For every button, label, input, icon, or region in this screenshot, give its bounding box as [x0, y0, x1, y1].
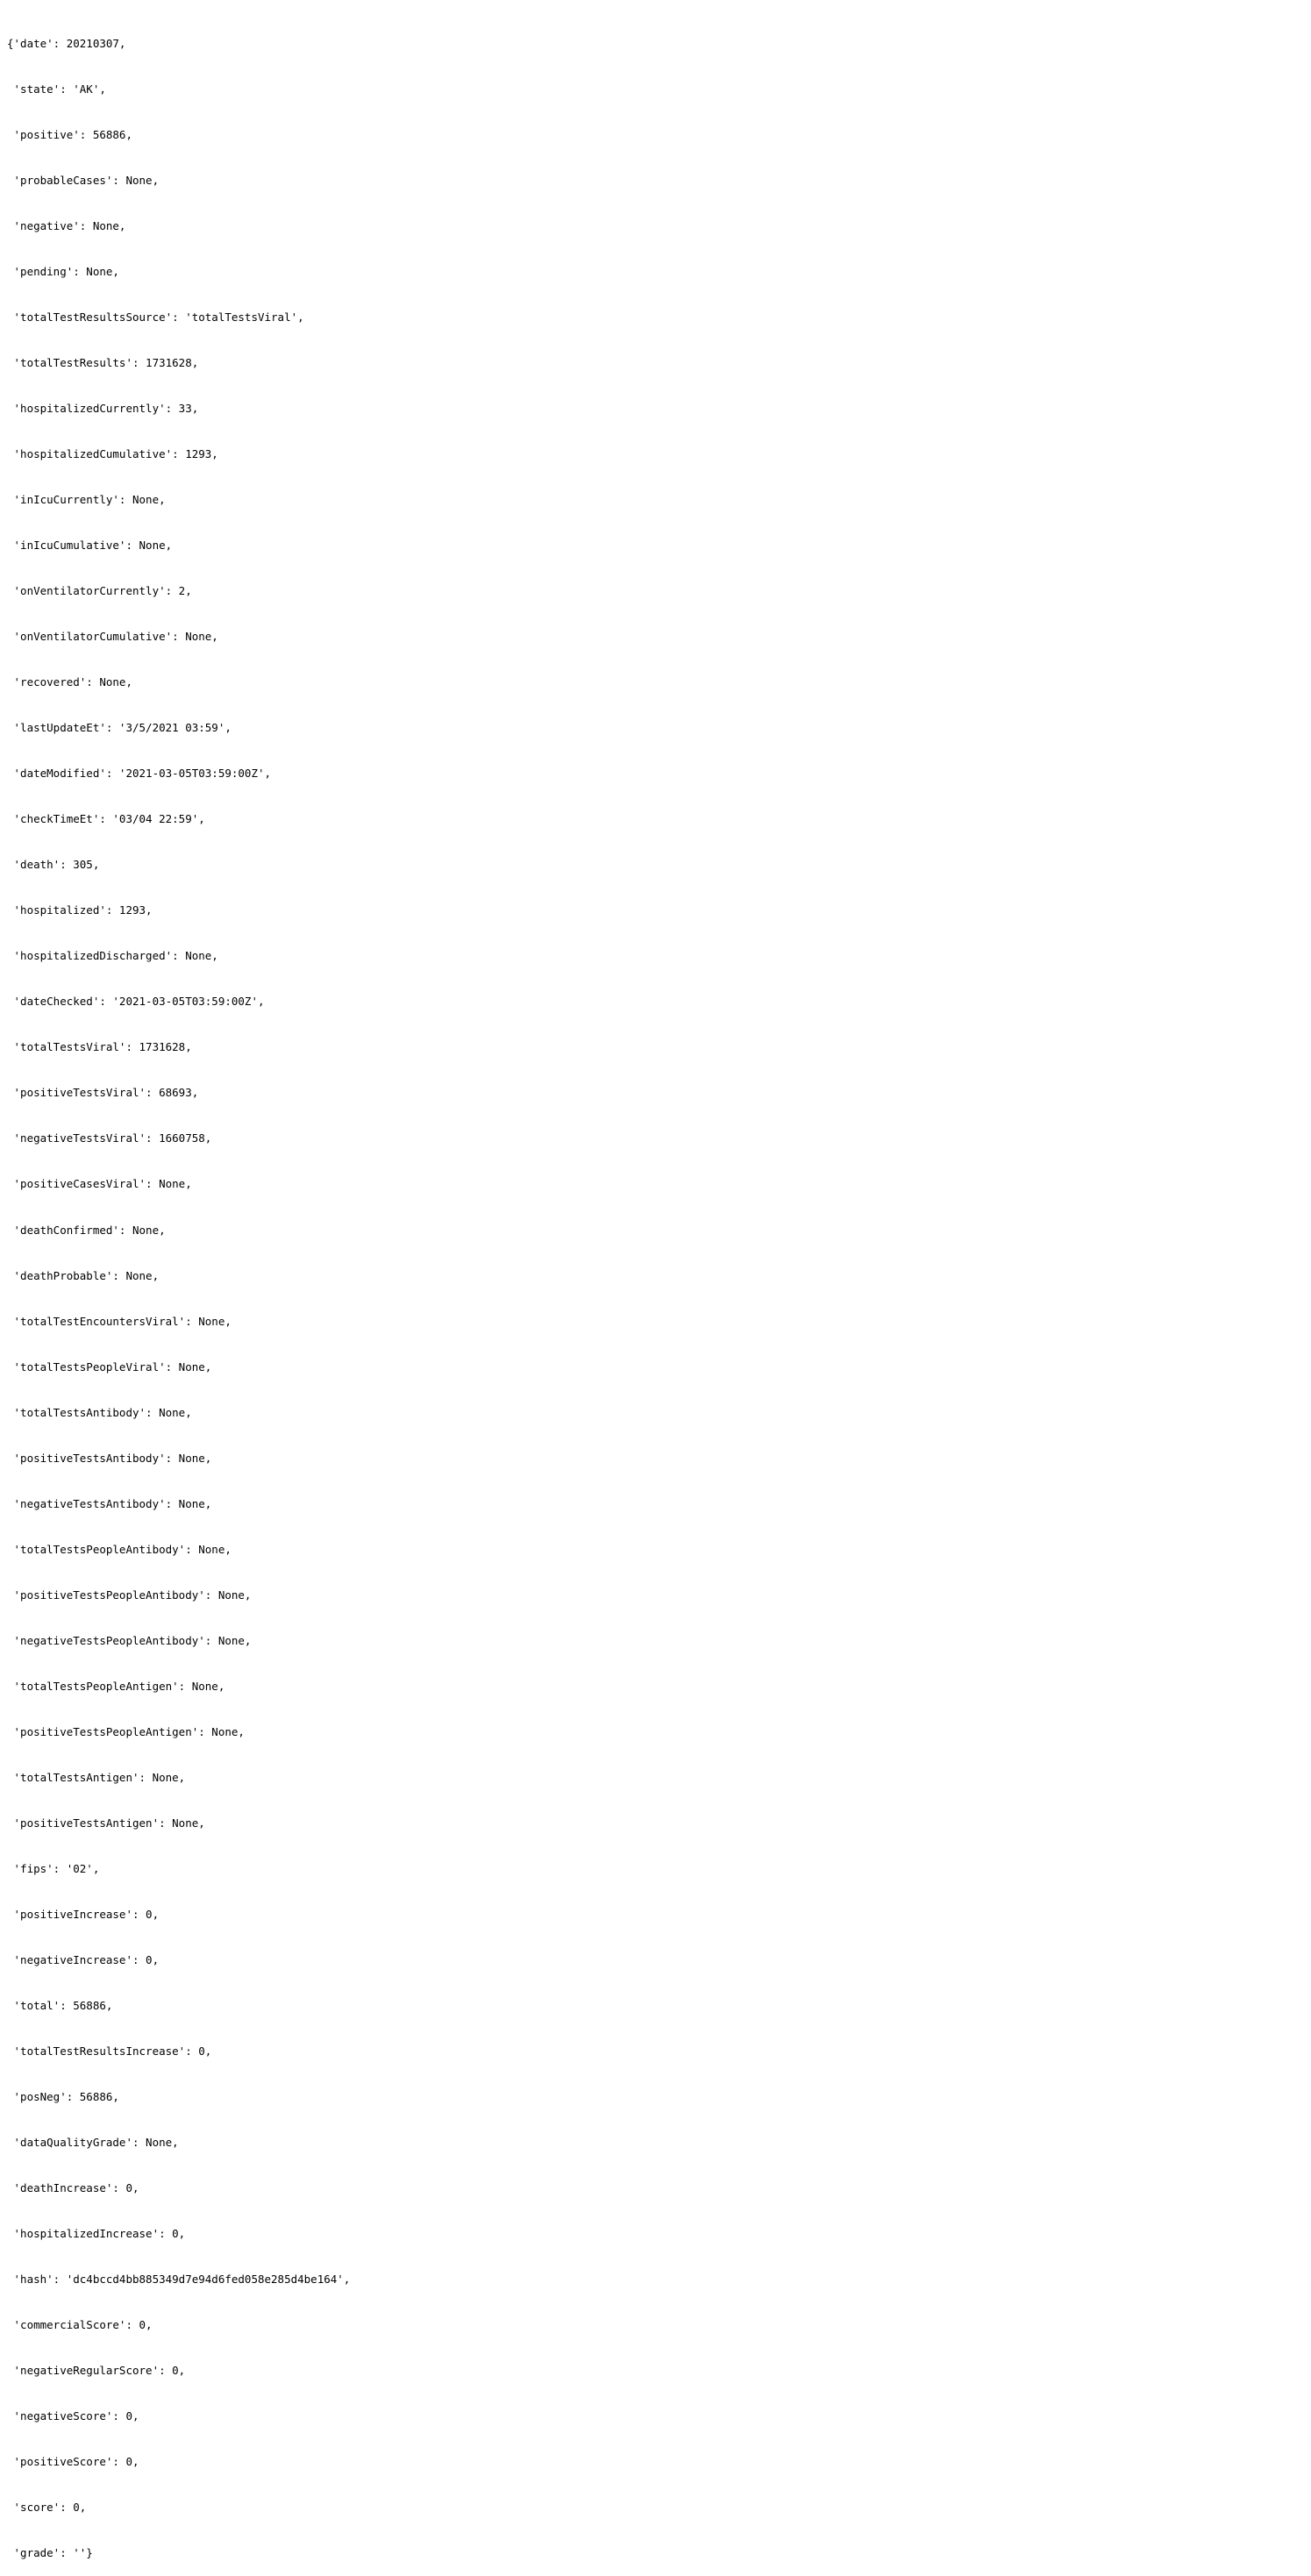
output-line: 'pending': None, — [7, 264, 119, 278]
output-line: 'recovered': None, — [7, 675, 132, 689]
output-line: 'hospitalizedCumulative': 1293, — [7, 446, 218, 460]
output-line: 'onVentilatorCurrently': 2, — [7, 584, 192, 598]
output-line: 'negativeTestsAntibody': None, — [7, 1496, 212, 1510]
output-line: 'positiveScore': 0, — [7, 2455, 139, 2469]
output-line: 'totalTestResultsSource': 'totalTestsViral', — [7, 310, 304, 324]
output-line: 'hospitalizedDischarged': None, — [7, 949, 218, 963]
output-line: 'totalTestResultsIncrease': 0, — [7, 2044, 212, 2059]
output-line: 'positiveTestsAntibody': None, — [7, 1451, 212, 1465]
output-line: 'probableCases': None, — [7, 173, 160, 187]
output-line: 'hospitalizedCurrently': 33, — [7, 401, 199, 415]
output-line: 'dateModified': '2021-03-05T03:59:00Z', — [7, 767, 272, 781]
output-line: 'negativeScore': 0, — [7, 2409, 139, 2423]
output-line: 'negativeRegularScore': 0, — [7, 2364, 186, 2378]
output-line: 'inIcuCumulative': None, — [7, 539, 173, 553]
output-line: 'negativeTestsViral': 1660758, — [7, 1131, 212, 1145]
output-line: 'positiveTestsAntigen': None, — [7, 1816, 205, 1830]
output-line: 'deathConfirmed': None, — [7, 1223, 166, 1237]
output-line: 'hospitalized': 1293, — [7, 903, 153, 917]
output-line: 'totalTestsAntibody': None, — [7, 1405, 192, 1419]
output-line: 'positive': 56886, — [7, 127, 132, 141]
output-line: 'totalTestsAntigen': None, — [7, 1770, 186, 1784]
output-line: 'hash': 'dc4bccd4bb885349d7e94d6fed058e285d4be164', — [7, 2273, 351, 2287]
output-line: 'totalTestsPeopleViral': None, — [7, 1359, 212, 1374]
output-line: 'posNeg': 56886, — [7, 2090, 119, 2104]
output-line: 'deathProbable': None, — [7, 1268, 160, 1282]
output-line: 'totalTestResults': 1731628, — [7, 355, 199, 369]
output-line: 'positiveTestsPeopleAntigen': None, — [7, 1724, 245, 1738]
output-line: 'state': 'AK', — [7, 82, 106, 96]
output-line: 'dataQualityGrade': None, — [7, 2136, 179, 2150]
output-line: 'positiveCasesViral': None, — [7, 1177, 192, 1191]
output-line: 'hospitalizedIncrease': 0, — [7, 2227, 186, 2241]
output-line: 'totalTestsPeopleAntigen': None, — [7, 1679, 225, 1693]
output-line: 'grade': ''} — [7, 2546, 93, 2560]
output-line: 'checkTimeEt': '03/04 22:59', — [7, 812, 205, 826]
output-line: {'date': 20210307, — [7, 36, 126, 50]
output-line: 'death': 305, — [7, 858, 100, 872]
output-line: 'positiveTestsViral': 68693, — [7, 1086, 199, 1100]
output-line: 'totalTestsPeopleAntibody': None, — [7, 1542, 232, 1556]
output-line: 'negative': None, — [7, 218, 126, 232]
output-line: 'positiveIncrease': 0, — [7, 1907, 160, 1921]
output-line: 'total': 56886, — [7, 1999, 113, 2013]
output-line: 'dateChecked': '2021-03-05T03:59:00Z', — [7, 995, 265, 1009]
output-line: 'negativeTestsPeopleAntibody': None, — [7, 1633, 252, 1647]
output-line: 'inIcuCurrently': None, — [7, 493, 166, 506]
output-line: 'commercialScore': 0, — [7, 2318, 153, 2332]
output-line: 'fips': '02', — [7, 1861, 100, 1875]
output-line: 'score': 0, — [7, 2501, 87, 2515]
output-line: 'onVentilatorCumulative': None, — [7, 630, 218, 644]
output-line: 'totalTestsViral': 1731628, — [7, 1040, 192, 1054]
output-line: 'negativeIncrease': 0, — [7, 1953, 160, 1966]
output-line: 'lastUpdateEt': '3/5/2021 03:59', — [7, 721, 232, 735]
output-line: 'totalTestEncountersViral': None, — [7, 1314, 232, 1328]
output-line: 'positiveTestsPeopleAntibody': None, — [7, 1588, 252, 1602]
output-line: 'deathIncrease': 0, — [7, 2181, 139, 2195]
